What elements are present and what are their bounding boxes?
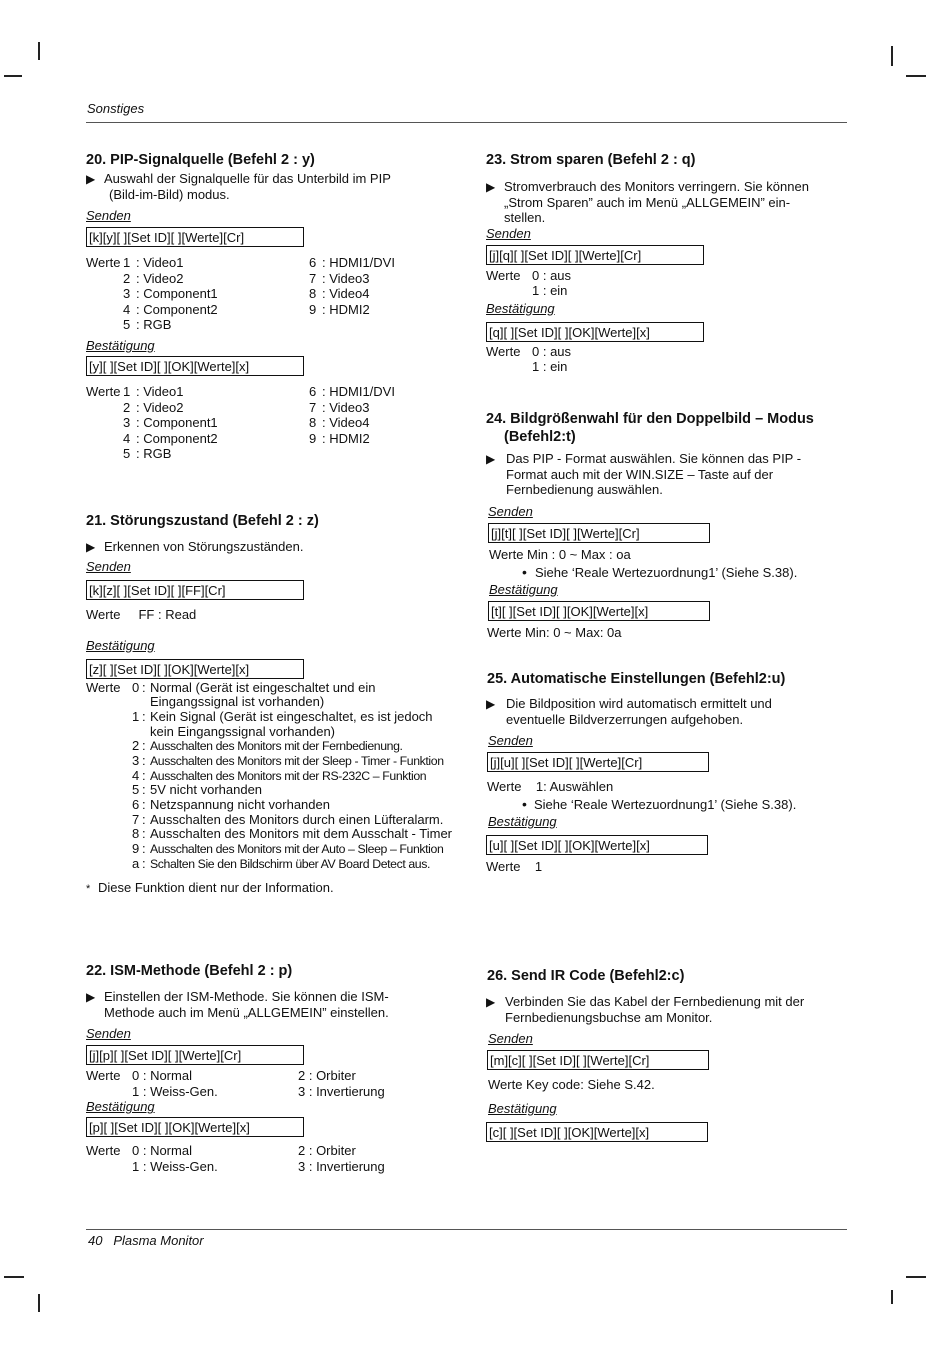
send-values: Werte Min : 0 ~ Max : oa: [489, 546, 631, 562]
confirm-command-box: [y][ ][Set ID][ ][OK][Werte][x]: [86, 356, 304, 376]
value-row: [86, 798, 466, 813]
section-title: 23. Strom sparen (Befehl 2 : q): [486, 152, 696, 168]
send-note: • Siehe ‘Reale Wertezuordnung1’ (Siehe S.38).: [522, 563, 798, 580]
page-number: 40: [88, 1233, 103, 1248]
value-text: 3 : Invertierung: [298, 1083, 385, 1099]
value-number: 0: [132, 679, 140, 695]
value-colon: :: [142, 679, 146, 695]
section-title: 22. ISM-Methode (Befehl 2 : p): [86, 963, 293, 979]
value-number: 3: [123, 286, 131, 302]
value-text: : Video4: [322, 286, 370, 302]
confirm-label: Bestätigung: [488, 814, 557, 829]
confirm-label: Bestätigung: [488, 1101, 557, 1116]
values-label: Werte: [86, 383, 121, 399]
value-number: 2: [123, 399, 131, 415]
value-number: a: [132, 855, 140, 871]
value-text: Ausschalten des Monitors mit der Auto – Sleep – Funktion: [150, 842, 444, 857]
value-row: [86, 302, 466, 318]
triangle-bullet-icon: ▶: [86, 540, 96, 554]
triangle-bullet-icon: ▶: [486, 180, 496, 194]
value-text: : Video1: [136, 255, 184, 270]
value-colon: :: [142, 826, 146, 842]
section-24: [486, 410, 866, 641]
value-colon: :: [142, 752, 146, 768]
section-20: [86, 151, 466, 462]
crop-mark: [891, 1290, 893, 1304]
value-text: kein Eingangssignal vorhanden): [150, 723, 336, 739]
value-number: 7: [309, 399, 317, 415]
value-row: [86, 1068, 466, 1084]
value-number: 6: [132, 797, 140, 812]
value-row: [86, 271, 466, 287]
value-text: Schalten Sie den Bildschirm über AV Board Detect aus.: [150, 856, 431, 871]
value-colon: :: [142, 811, 146, 827]
send-command-box: [j][q][ ][Set ID][ ][Werte][Cr]: [486, 245, 704, 265]
value-colon: :: [142, 841, 146, 857]
send-command-box: [k][y][ ][Set ID][ ][Werte][Cr]: [86, 227, 304, 247]
value-text: Eingangssignal ist vorhanden): [150, 694, 325, 710]
value-colon: :: [142, 767, 146, 783]
footnote: * Diese Funktion dient nur der Information.: [86, 880, 334, 896]
value-text: Ausschalten des Monitors durch einen Lüfteralarm.: [150, 811, 444, 827]
confirm-command-box: [u][ ][Set ID][ ][OK][Werte][x]: [486, 835, 708, 855]
description: ▶ Das PIP - Format auswählen. Sie können das PIP - Format auch mit der WIN.SIZE – Taste auf der Fernbedienung auswählen.: [486, 451, 802, 497]
running-header: Sonstiges: [87, 101, 145, 116]
confirm-command-box: [c][ ][Set ID][ ][OK][Werte][x]: [486, 1122, 708, 1142]
confirm-label: Bestätigung: [489, 581, 558, 597]
value-text: 5V nicht vorhanden: [150, 782, 263, 798]
value-text: : HDMI2: [322, 301, 370, 317]
value-text: 1 : ein: [532, 283, 568, 299]
crop-mark: [38, 1294, 40, 1312]
confirm-values: Werte Min: 0 ~ Max: 0a: [487, 624, 622, 640]
value-text: 0 : Normal: [132, 1143, 192, 1159]
value-text: : RGB: [136, 317, 172, 333]
value-number: 5: [123, 317, 131, 333]
value-row: [86, 431, 466, 447]
value-row: [86, 783, 466, 798]
send-label: Senden: [86, 208, 131, 223]
value-row: [86, 813, 466, 828]
value-row: [486, 344, 866, 360]
confirm-command-box: [p][ ][Set ID][ ][OK][Werte][x]: [86, 1117, 304, 1137]
value-number: 8: [309, 415, 317, 431]
value-number: 4: [132, 767, 140, 783]
value-row: [486, 283, 866, 299]
value-text: Ausschalten des Monitors mit der Sleep - Timer - Funktion: [150, 753, 444, 768]
value-text: : Video2: [136, 399, 184, 415]
value-row: [86, 842, 466, 857]
value-number: 9: [309, 430, 317, 446]
value-row: [86, 1143, 466, 1159]
value-number: 8: [132, 826, 140, 842]
asterisk-icon: *: [86, 883, 91, 896]
value-number: 9: [132, 841, 140, 857]
section-25: [486, 670, 866, 875]
section-title: 21. Störungszustand (Befehl 2 : z): [86, 513, 319, 529]
footer-rule: [86, 1229, 847, 1230]
value-number: 7: [132, 811, 140, 827]
value-number: 1: [123, 255, 131, 270]
crop-mark: [906, 75, 926, 77]
value-text: : Video3: [322, 399, 370, 415]
value-text: : RGB: [136, 446, 172, 462]
crop-mark: [4, 75, 22, 77]
value-row: [86, 400, 466, 416]
values-label: Werte: [86, 255, 121, 270]
bullet-dot-icon: •: [522, 563, 527, 580]
value-text: Ausschalten des Monitors mit der RS-232C – Funktion: [150, 768, 427, 783]
bullet-dot-icon: •: [522, 796, 527, 812]
value-text: 3 : Invertierung: [298, 1158, 385, 1174]
section-title: 25. Automatische Einstellungen (Befehl2:u): [487, 671, 786, 687]
value-row: [86, 286, 466, 302]
value-text: Kein Signal (Gerät ist eingeschaltet, es ist jedoch: [150, 708, 433, 724]
value-text: Ausschalten des Monitors mit dem Ausschalt - Timer: [150, 826, 453, 842]
triangle-bullet-icon: ▶: [486, 697, 496, 711]
section-title: 24. Bildgrößenwahl für den Doppelbild – Modus (Befehl2:t): [486, 411, 814, 445]
section-title: 26. Send IR Code (Befehl2:c): [487, 968, 685, 984]
confirm-values: [86, 681, 466, 872]
confirm-values: [486, 344, 866, 375]
value-row: [486, 268, 866, 284]
value-row: [86, 317, 466, 333]
triangle-bullet-icon: ▶: [86, 172, 96, 186]
description: ▶ Erkennen von Störungszuständen.: [86, 539, 304, 554]
value-text: 2 : Orbiter: [298, 1068, 356, 1083]
value-text: : HDMI2: [322, 430, 370, 446]
value-row: [86, 446, 466, 462]
send-command-box: [j][t][ ][Set ID][ ][Werte][Cr]: [488, 523, 710, 543]
section-22: [86, 962, 466, 1174]
value-text: Normal (Gerät ist eingeschaltet und ein: [150, 679, 376, 695]
value-number: 7: [309, 270, 317, 286]
value-number: 6: [309, 255, 317, 270]
send-command-box: [j][u][ ][Set ID][ ][Werte][Cr]: [487, 752, 709, 772]
send-values: Werte 1: Auswählen: [487, 779, 614, 794]
value-row: [86, 415, 466, 431]
send-values: Werte Key code: Siehe S.42.: [488, 1077, 655, 1092]
description: ▶ Stromverbrauch des Monitors verringern. Sie können „Strom Sparen” auch im Menü „ALLGEMEIN” ein- stellen.: [486, 179, 809, 225]
send-label: Senden: [488, 503, 533, 519]
send-label: Senden: [488, 1031, 533, 1046]
value-number: 5: [123, 446, 131, 462]
value-number: 6: [309, 383, 317, 399]
value-number: 3: [132, 752, 140, 768]
value-row: [86, 681, 466, 696]
value-row: [86, 827, 466, 842]
value-number: 4: [123, 301, 131, 317]
value-number: 4: [123, 430, 131, 446]
value-row: [86, 754, 466, 769]
description: ▶ Verbinden Sie das Kabel der Fernbedienung mit der Fernbedienungsbuchse am Monitor.: [486, 994, 805, 1025]
triangle-bullet-icon: ▶: [86, 990, 96, 1004]
value-number: 2: [123, 270, 131, 286]
value-text: Ausschalten des Monitors mit der Fernbedienung.: [150, 739, 403, 754]
description: ▶ Auswahl der Signalquelle für das Unterbild im PIP (Bild-im-Bild) modus.: [86, 171, 391, 202]
confirm-label: Bestätigung: [86, 637, 155, 653]
value-text: 1 : ein: [532, 359, 568, 375]
value-text: : HDMI1/DVI: [322, 255, 395, 270]
value-colon: :: [142, 782, 146, 798]
value-text: 1 : Weiss-Gen.: [132, 1083, 218, 1099]
value-colon: :: [142, 738, 146, 754]
confirm-label: Bestätigung: [486, 300, 555, 316]
value-row: [86, 739, 466, 754]
value-colon: :: [142, 708, 146, 724]
send-command-box: [m][c][ ][Set ID][ ][Werte][Cr]: [487, 1050, 709, 1070]
confirm-command-box: [q][ ][Set ID][ ][OK][Werte][x]: [486, 322, 704, 342]
value-text: : Video4: [322, 415, 370, 431]
confirm-label: Bestätigung: [86, 1099, 155, 1115]
value-text: 0 : aus: [532, 343, 572, 359]
values-label: Werte: [486, 267, 521, 283]
value-text: Netzspannung nicht vorhanden: [150, 797, 330, 812]
value-number: 1: [132, 708, 140, 724]
description: ▶ Die Bildposition wird automatisch ermittelt und eventuelle Bildverzerrungen aufgehoben.: [486, 696, 772, 727]
value-text: : Video1: [136, 383, 184, 399]
description: ▶ Einstellen der ISM-Methode. Sie können die ISM- Methode auch im Menü „ALLGEMEIN” einstellen.: [86, 989, 389, 1020]
send-note: • Siehe ‘Reale Wertezuordnung1’ (Siehe S.38).: [522, 796, 797, 812]
value-number: 2: [132, 738, 140, 754]
value-colon: :: [142, 797, 146, 812]
value-number: 5: [132, 782, 140, 798]
value-number: 8: [309, 286, 317, 302]
section-21: [86, 512, 466, 896]
value-row: [86, 1159, 466, 1175]
value-row: [86, 695, 466, 710]
value-text: 2 : Orbiter: [298, 1143, 356, 1159]
confirm-values: [86, 384, 466, 462]
crop-mark: [4, 1276, 24, 1278]
value-row: [86, 725, 466, 740]
send-values: [486, 268, 866, 299]
value-text: 0 : Normal: [132, 1068, 192, 1083]
value-number: 9: [309, 301, 317, 317]
send-values: [86, 255, 466, 333]
value-number: 3: [123, 415, 131, 431]
send-label: Senden: [86, 1026, 131, 1041]
value-text: : Component2: [136, 430, 218, 446]
values-label: Werte: [86, 1068, 121, 1083]
values-label: Werte: [486, 343, 521, 359]
value-text: 1 : Weiss-Gen.: [132, 1158, 218, 1174]
product-name: Plasma Monitor: [113, 1233, 204, 1248]
value-text: : Video2: [136, 270, 184, 286]
send-values: [86, 1068, 466, 1099]
crop-mark: [38, 42, 40, 60]
send-label: Senden: [488, 733, 533, 748]
value-row: [86, 1084, 466, 1100]
send-label: Senden: [486, 225, 531, 241]
section-26: [486, 967, 866, 1142]
crop-mark: [891, 46, 893, 66]
send-command-box: [k][z][ ][Set ID][ ][FF][Cr]: [86, 580, 304, 600]
confirm-command-box: [z][ ][Set ID][ ][OK][Werte][x]: [86, 659, 304, 679]
value-text: : HDMI1/DVI: [322, 383, 395, 399]
confirm-label: Bestätigung: [86, 337, 155, 353]
header-rule: [86, 122, 847, 123]
values-label: Werte: [86, 1143, 121, 1159]
value-text: : Video3: [322, 270, 370, 286]
send-command-box: [j][p][ ][Set ID][ ][Werte][Cr]: [86, 1045, 304, 1065]
send-values: Werte FF : Read: [86, 606, 197, 622]
value-row: [86, 710, 466, 725]
section-23: [486, 151, 866, 375]
crop-mark: [906, 1276, 926, 1278]
value-text: : Component1: [136, 415, 218, 431]
confirm-values: [86, 1143, 466, 1174]
section-title: 20. PIP-Signalquelle (Befehl 2 : y): [86, 152, 315, 168]
value-text: : Component2: [136, 301, 218, 317]
value-row: [86, 384, 466, 400]
value-row: [486, 359, 866, 375]
confirm-values: Werte 1: [486, 859, 543, 874]
triangle-bullet-icon: ▶: [486, 452, 496, 466]
value-row: [86, 857, 466, 872]
value-number: 1: [123, 383, 131, 399]
value-text: 0 : aus: [532, 267, 572, 283]
confirm-command-box: [t][ ][Set ID][ ][OK][Werte][x]: [488, 601, 710, 621]
page-footer: [88, 1233, 204, 1248]
value-colon: :: [142, 855, 146, 871]
triangle-bullet-icon: ▶: [486, 995, 496, 1009]
value-row: [86, 255, 466, 271]
value-text: : Component1: [136, 286, 218, 302]
send-label: Senden: [86, 558, 131, 574]
values-label: Werte: [86, 679, 121, 695]
value-row: [86, 769, 466, 784]
